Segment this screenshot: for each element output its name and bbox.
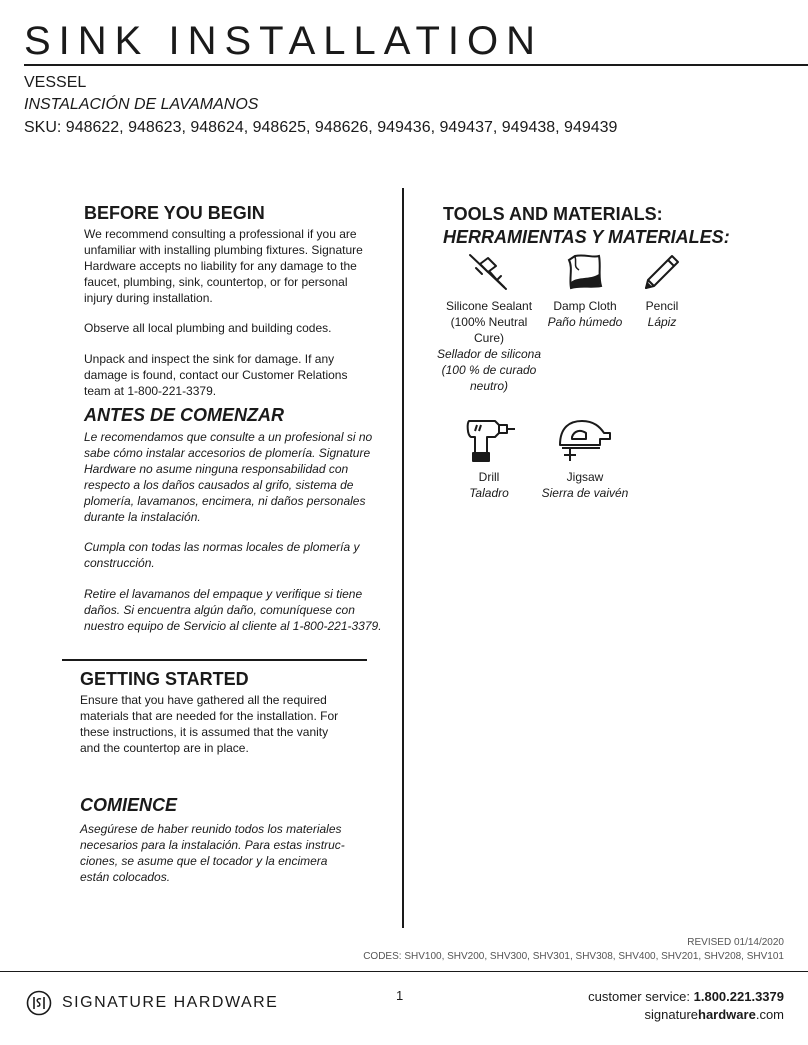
jigsaw-icon — [556, 417, 614, 463]
subtitle: VESSEL — [24, 74, 87, 91]
cs-phone[interactable]: 1.800.221.3379 — [693, 989, 784, 1004]
customer-service — [588, 988, 784, 1024]
pencil-icon — [642, 252, 682, 292]
tool-item — [632, 252, 692, 330]
caulk-gun-icon — [466, 252, 512, 292]
antes-p1: Le recomendamos que consulte a un profesional si no sabe cómo instalar accesorios de plomería. Signature Hardware no asume ninguna responsabilidad con respecto a los daños causados al grifo, sistema de plomería, lavamanos, encimera, ni daños personales durante la instalación. — [84, 430, 373, 524]
tool-label-es: Sierra de vaivén — [541, 486, 629, 500]
subtitle-es: INSTALACIÓN DE LAVAMANOS — [24, 96, 259, 113]
before-p2: Observe all local plumbing and building codes. — [84, 321, 332, 335]
tools-heading-es: HERRAMIENTAS Y MATERIALES: — [443, 227, 730, 247]
tool-item — [540, 252, 630, 330]
tool-label-es: Sellador de silicona (100 % de curado neutro) — [436, 347, 542, 393]
cloth-icon — [565, 252, 605, 292]
site-part: signature — [644, 1007, 699, 1022]
column-divider — [402, 188, 404, 928]
footer-rule — [0, 971, 808, 972]
site-part-bold: hardware — [698, 1007, 756, 1022]
getting-started-heading: GETTING STARTED — [80, 669, 249, 689]
tool-label: Pencil — [645, 299, 679, 313]
tools-heading: TOOLS AND MATERIALS: — [443, 204, 663, 224]
tool-label: Damp Cloth — [553, 299, 617, 313]
tool-label: Jigsaw — [566, 470, 604, 484]
before-p3: Unpack and inspect the sink for damage. If any damage is found, contact our Customer Relations team at 1-800-221-3379. — [84, 352, 348, 398]
tool-item — [436, 252, 542, 394]
drill-icon — [461, 417, 517, 463]
section-divider — [62, 659, 367, 661]
revised-date: REVISED 01/14/2020 — [687, 937, 784, 948]
brand-logo-icon — [26, 990, 52, 1016]
antes-p2: Cumpla con todas las normas locales de plomería y construcción. — [84, 540, 360, 570]
site-part: .com — [755, 1007, 784, 1022]
website-link[interactable] — [588, 1006, 784, 1024]
antes-heading: ANTES DE COMENZAR — [84, 405, 285, 425]
header-rule — [24, 64, 808, 66]
page-number: 1 — [396, 988, 404, 1003]
tool-label-es: Paño húmedo — [547, 315, 623, 329]
tool-label: Drill — [478, 470, 500, 484]
getting-started-p1: Ensure that you have gathered all the required materials that are needed for the installation. For these instructions, it is assumed that the vanity and the countertop are in place. — [80, 693, 339, 755]
cs-label: customer service: — [588, 989, 694, 1004]
page-title: SINK INSTALLATION — [24, 19, 544, 63]
before-p1: We recommend consulting a professional if you are unfamiliar with installing plumbing fixtures. Signature Hardware accepts no liability for any damage to the faucet, plumbing, sink, countertop, or for personal injury during installation. — [84, 227, 363, 305]
comience-heading: COMIENCE — [80, 795, 178, 815]
tool-item — [452, 417, 526, 501]
tool-label: Silicone Sealant (100% Neutral Cure) — [445, 299, 533, 345]
brand-name: SIGNATURE HARDWARE — [62, 994, 279, 1011]
product-codes: CODES: SHV100, SHV200, SHV300, SHV301, SHV308, SHV400, SHV201, SHV208, SHV101 — [363, 951, 784, 962]
before-heading: BEFORE YOU BEGIN — [84, 203, 265, 223]
comience-p1: Asegúrese de haber reunido todos los materiales necesarios para la instalación. Para estas instruc-ciones, se asume que el tocador y la encimera están colocados. — [80, 822, 345, 884]
tool-label-es: Taladro — [469, 486, 509, 500]
tool-label-es: Lápiz — [647, 315, 677, 329]
tool-item — [538, 417, 632, 501]
antes-p3: Retire el lavamanos del empaque y verifique si tiene daños. Si encuentra algún daño, comuníquese con nuestro equipo de Servicio al cliente al 1-800-221-3379. — [84, 587, 382, 633]
sku-list: SKU: 948622, 948623, 948624, 948625, 948626, 949436, 949437, 949438, 949439 — [24, 119, 618, 136]
brand-logo — [26, 990, 278, 1016]
